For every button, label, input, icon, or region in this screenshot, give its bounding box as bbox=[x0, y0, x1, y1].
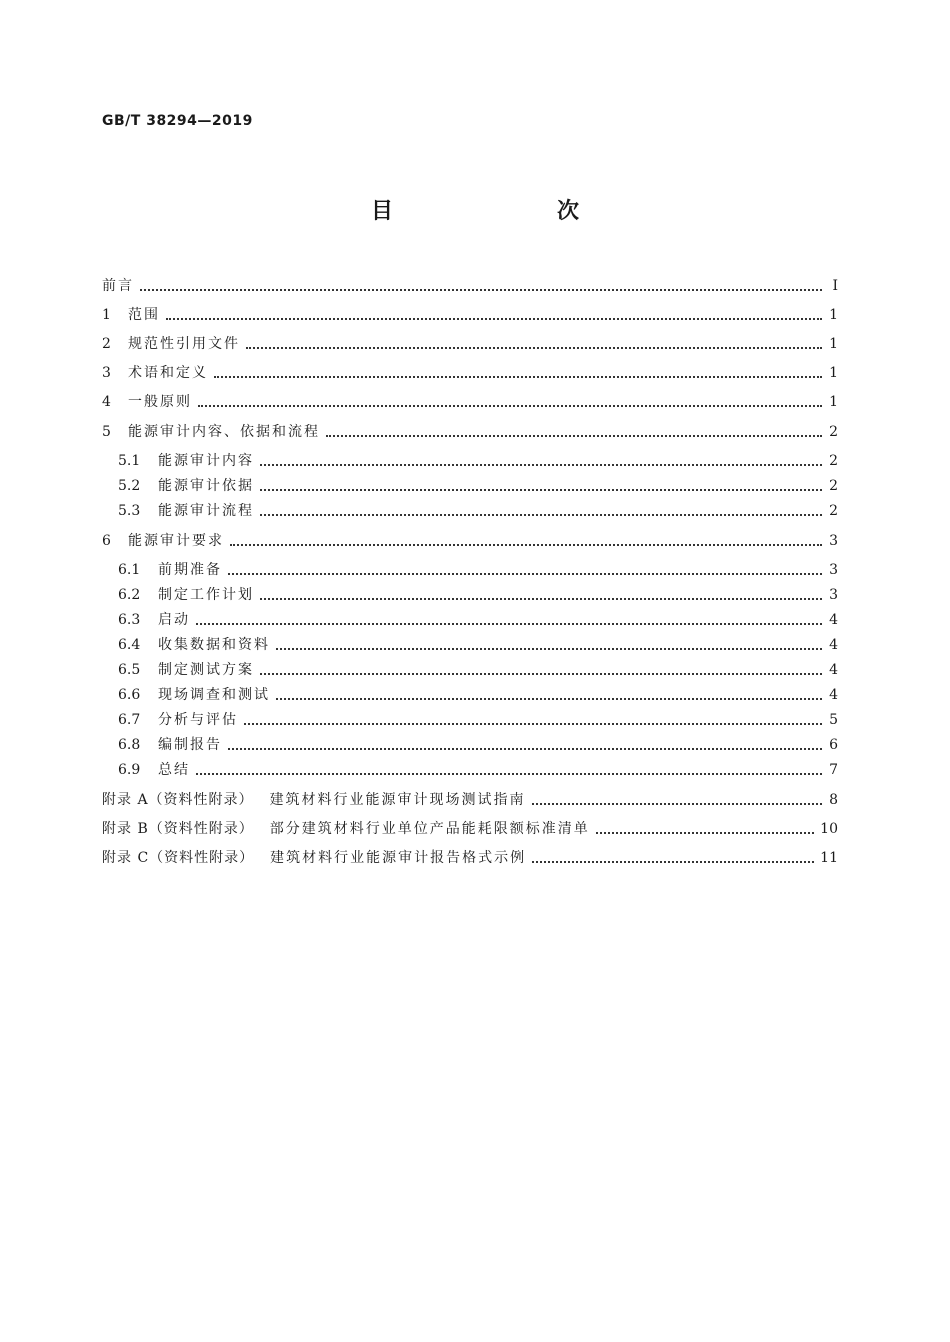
toc-label: 部分建筑材料行业单位产品能耗限额标准清单 bbox=[269, 821, 590, 837]
toc-entry[interactable] bbox=[102, 389, 838, 411]
toc-page: 2 bbox=[829, 453, 838, 469]
toc-subentry[interactable] bbox=[118, 757, 838, 779]
toc-label: 总结 bbox=[158, 762, 190, 778]
toc-subentry[interactable] bbox=[118, 707, 838, 729]
toc-appendix-entry[interactable] bbox=[102, 816, 838, 838]
toc-page: 1 bbox=[829, 307, 838, 323]
dot-leader bbox=[276, 647, 822, 650]
dot-leader bbox=[532, 802, 822, 805]
toc-label: 能源审计流程 bbox=[158, 503, 254, 519]
dot-leader bbox=[260, 597, 822, 600]
dot-leader bbox=[198, 404, 822, 407]
dot-leader bbox=[596, 831, 814, 834]
toc-label: 能源审计依据 bbox=[158, 478, 254, 494]
toc-number: 6.5 bbox=[118, 662, 141, 678]
toc-label: 规范性引用文件 bbox=[128, 336, 240, 352]
toc-page: Ⅰ bbox=[832, 278, 838, 294]
toc-entry[interactable] bbox=[102, 419, 838, 441]
toc-page: 11 bbox=[820, 850, 838, 866]
dot-leader bbox=[532, 860, 814, 863]
toc-label: 收集数据和资料 bbox=[158, 637, 270, 653]
toc-entry[interactable] bbox=[102, 302, 838, 324]
toc-number: 6.1 bbox=[118, 562, 141, 578]
toc-page: 8 bbox=[829, 792, 838, 808]
toc-number: 6.9 bbox=[118, 762, 141, 778]
toc-number: 5.3 bbox=[118, 503, 141, 519]
toc-label: 能源审计内容、依据和流程 bbox=[128, 424, 320, 440]
toc-subentry[interactable] bbox=[118, 448, 838, 470]
toc-label: 术语和定义 bbox=[128, 365, 208, 381]
toc-label: 分析与评估 bbox=[158, 712, 238, 728]
dot-leader bbox=[196, 772, 822, 775]
toc-entry-preface[interactable] bbox=[102, 273, 838, 295]
dot-leader bbox=[260, 463, 822, 466]
toc-page: 4 bbox=[829, 662, 838, 678]
toc-label: 一般原则 bbox=[128, 394, 192, 410]
table-of-contents bbox=[102, 0, 838, 1342]
toc-number: 6.3 bbox=[118, 612, 141, 628]
dot-leader bbox=[276, 697, 822, 700]
toc-number: 6.7 bbox=[118, 712, 141, 728]
dot-leader bbox=[228, 747, 822, 750]
toc-page: 7 bbox=[829, 762, 838, 778]
toc-number: 5.1 bbox=[118, 453, 141, 469]
toc-page: 1 bbox=[829, 365, 838, 381]
toc-entry[interactable] bbox=[102, 528, 838, 550]
toc-label: 前言 bbox=[102, 278, 134, 294]
toc-label: 启动 bbox=[158, 612, 190, 628]
toc-label: 前期准备 bbox=[158, 562, 222, 578]
toc-page: 5 bbox=[829, 712, 838, 728]
dot-leader bbox=[260, 488, 822, 491]
dot-leader bbox=[166, 317, 822, 320]
toc-number: 2 bbox=[102, 336, 111, 352]
toc-label: 建筑材料行业能源审计现场测试指南 bbox=[269, 792, 526, 808]
toc-number: 1 bbox=[102, 307, 111, 323]
standard-code: GB/T 38294—2019 bbox=[102, 113, 253, 129]
toc-entry[interactable] bbox=[102, 360, 838, 382]
toc-number: 5.2 bbox=[118, 478, 141, 494]
toc-appendix-entry[interactable] bbox=[102, 787, 838, 809]
toc-label: 能源审计要求 bbox=[128, 533, 224, 549]
dot-leader bbox=[228, 572, 822, 575]
toc-page: 3 bbox=[829, 562, 838, 578]
toc-number: 6 bbox=[102, 533, 111, 549]
dot-leader bbox=[196, 622, 822, 625]
toc-page: 4 bbox=[829, 687, 838, 703]
toc-label: 范围 bbox=[128, 307, 160, 323]
toc-label: 能源审计内容 bbox=[158, 453, 254, 469]
toc-page: 6 bbox=[829, 737, 838, 753]
toc-number: 3 bbox=[102, 365, 111, 381]
appendix-prefix: 附录 B（资料性附录） bbox=[102, 821, 254, 837]
dot-leader bbox=[244, 722, 822, 725]
dot-leader bbox=[230, 543, 822, 546]
toc-subentry[interactable] bbox=[118, 632, 838, 654]
toc-page: 10 bbox=[820, 821, 838, 837]
toc-subentry[interactable] bbox=[118, 732, 838, 754]
toc-page: 2 bbox=[829, 424, 838, 440]
toc-page: 1 bbox=[829, 394, 838, 410]
dot-leader bbox=[326, 434, 822, 437]
dot-leader bbox=[260, 513, 822, 516]
toc-page: 3 bbox=[829, 533, 838, 549]
toc-entry[interactable] bbox=[102, 331, 838, 353]
dot-leader bbox=[214, 375, 822, 378]
dot-leader bbox=[246, 346, 822, 349]
toc-label: 制定测试方案 bbox=[158, 662, 254, 678]
toc-subentry[interactable] bbox=[118, 657, 838, 679]
toc-page: 3 bbox=[829, 587, 838, 603]
toc-appendix-entry[interactable] bbox=[102, 845, 838, 867]
toc-page: 2 bbox=[829, 478, 838, 494]
toc-subentry[interactable] bbox=[118, 607, 838, 629]
toc-page: 1 bbox=[829, 336, 838, 352]
toc-label: 制定工作计划 bbox=[158, 587, 254, 603]
toc-page: 4 bbox=[829, 612, 838, 628]
toc-label: 建筑材料行业能源审计报告格式示例 bbox=[270, 850, 527, 866]
toc-title: 目 次 bbox=[370, 199, 619, 224]
toc-subentry[interactable] bbox=[118, 498, 838, 520]
appendix-prefix: 附录 C（资料性附录） bbox=[102, 850, 255, 866]
toc-number: 4 bbox=[102, 394, 111, 410]
toc-label: 现场调查和测试 bbox=[158, 687, 270, 703]
toc-page: 4 bbox=[829, 637, 838, 653]
toc-number: 6.6 bbox=[118, 687, 141, 703]
toc-number: 6.2 bbox=[118, 587, 141, 603]
toc-subentry[interactable] bbox=[118, 473, 838, 495]
toc-subentry[interactable] bbox=[118, 582, 838, 604]
toc-number: 6.8 bbox=[118, 737, 141, 753]
toc-page: 2 bbox=[829, 503, 838, 519]
toc-number: 5 bbox=[102, 424, 111, 440]
appendix-prefix: 附录 A（资料性附录） bbox=[102, 792, 254, 808]
toc-subentry[interactable] bbox=[118, 682, 838, 704]
toc-number: 6.4 bbox=[118, 637, 141, 653]
dot-leader bbox=[260, 672, 822, 675]
toc-label: 编制报告 bbox=[158, 737, 222, 753]
toc-subentry[interactable] bbox=[118, 557, 838, 579]
dot-leader bbox=[140, 288, 822, 291]
